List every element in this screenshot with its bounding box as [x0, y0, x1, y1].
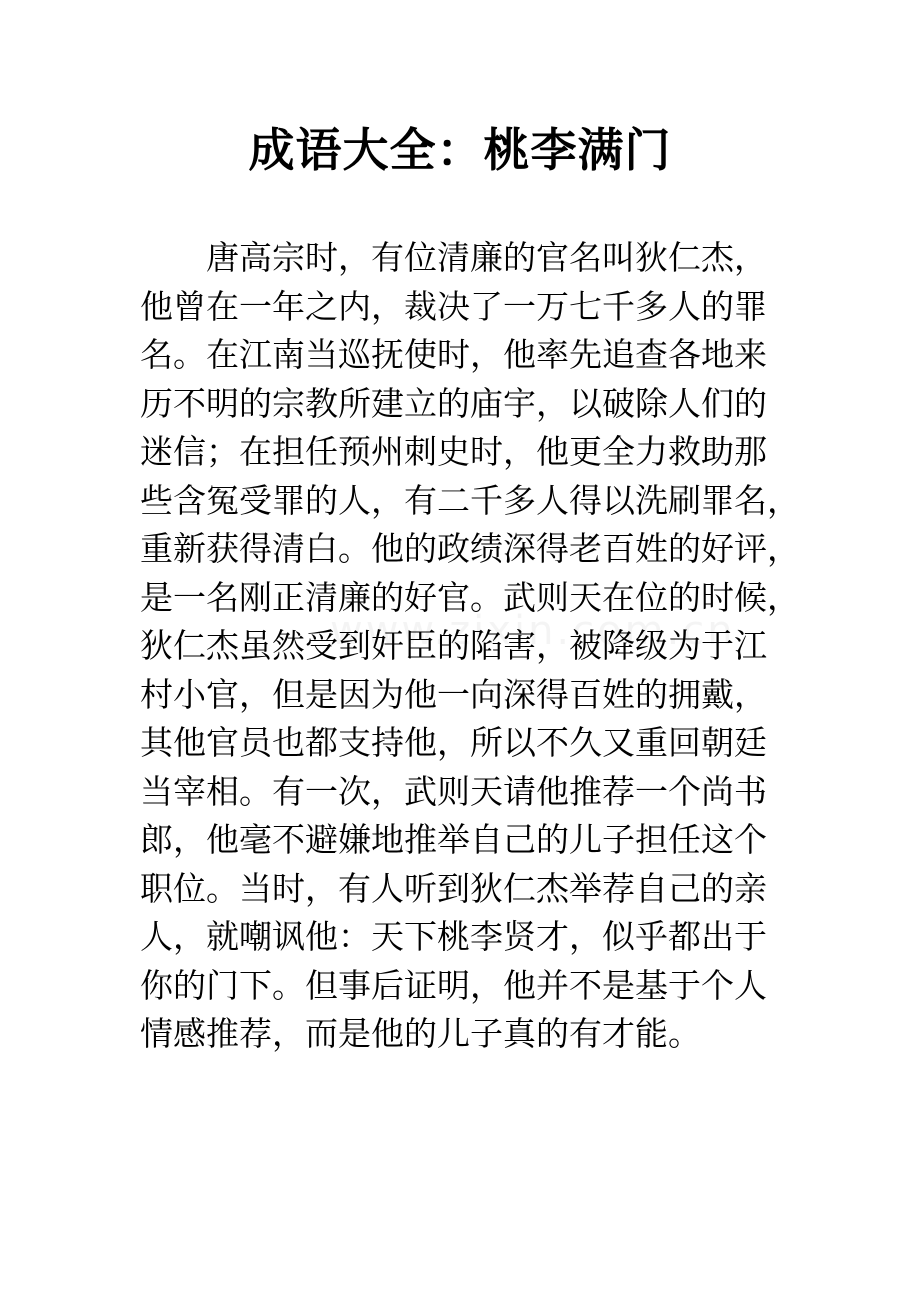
text-line: 你的门下。但事后证明，他并不是基于个人: [140, 965, 767, 1005]
text-line: 当宰相。有一次，武则天请他推荐一个尚书: [140, 771, 767, 811]
text-line: 狄仁杰虽然受到奸臣的陷害，被降级为于江: [140, 626, 767, 665]
text-line: 名。在江南当巡抚使时，他率先追查各地来: [140, 335, 767, 374]
text-line: 历不明的宗教所建立的庙宇，以破除人们的: [140, 383, 767, 423]
text-line: 唐高宗时，有位清廉的官名叫狄仁杰，: [206, 238, 767, 277]
text-line: 迷信；在担任预州刺史时，他更全力救助那: [140, 432, 767, 471]
text-line: 情感推荐，而是他的儿子真的有才能。: [140, 1014, 701, 1053]
text-line: 职位。当时，有人听到狄仁杰举荐自己的亲: [140, 868, 767, 908]
text-line: 人，就嘲讽他：天下桃李贤才，似乎都出于: [140, 917, 767, 956]
text-line: 郎，他毫不避嫌地推举自己的儿子担任这个: [140, 820, 767, 859]
page-title: 成语大全：桃李满门: [248, 123, 672, 177]
text-line: 是一名刚正清廉的好官。武则天在位的时候，: [140, 577, 800, 617]
text-line: 重新获得清白。他的政绩深得老百姓的好评，: [140, 529, 800, 568]
text-line: 他曾在一年之内，裁决了一万七千多人的罪: [140, 286, 767, 326]
text-line: 村小官，但是因为他一向深得百姓的拥戴，: [140, 674, 767, 714]
body-paragraph: [140, 234, 800, 1059]
text-line: 些含冤受罪的人，有二千多人得以洗刷罪名，: [140, 480, 800, 520]
text-line: 其他官员也都支持他，所以不久又重回朝廷: [140, 723, 767, 762]
